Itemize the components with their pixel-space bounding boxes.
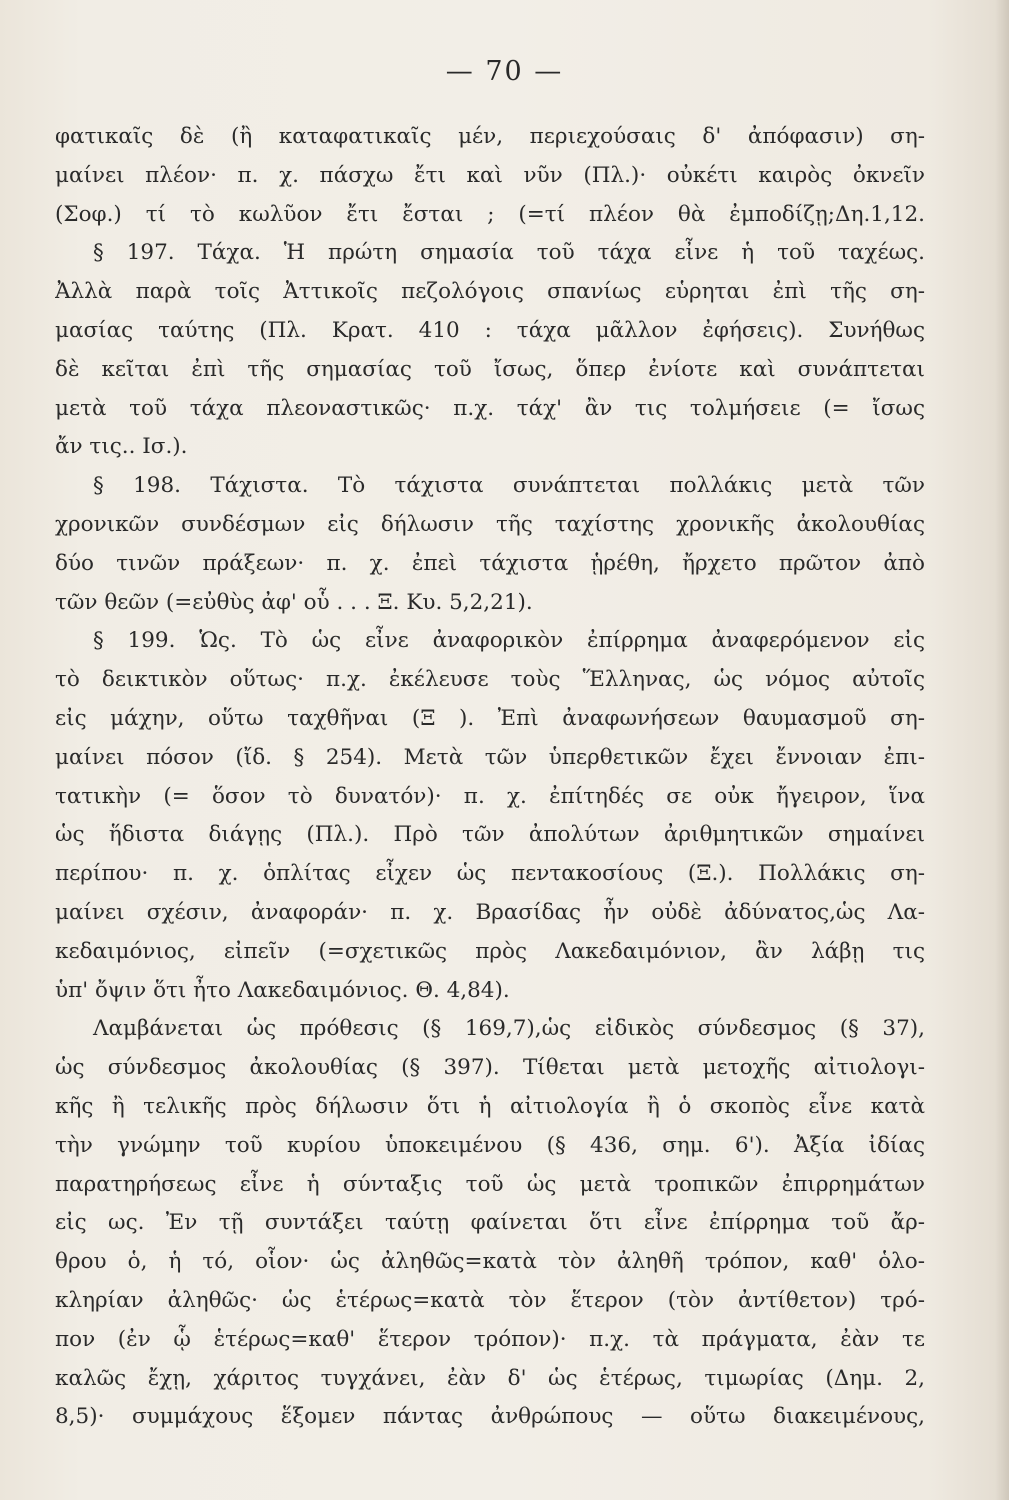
text-line: θρου ὁ, ἡ τό, οἷον· ὡς ἀληθῶς=κατὰ τὸν ἀληθῆ τρόπον, καθ' ὁλο- xyxy=(55,1249,925,1275)
text-line: δὲ κεῖται ἐπὶ τῆς σημασίας τοῦ ἴσως, ὅπερ ἐνίοτε καὶ συνάπτεται xyxy=(55,356,925,382)
text-line: ὡς σύνδεσμος ἀκολουθίας (§ 397). Τίθεται μετὰ μετοχῆς αἰτιολογι- xyxy=(55,1055,925,1081)
text-line: (Σοφ.) τί τὸ κωλῦον ἔτι ἔσται ; (=τί πλέον θὰ ἐμποδίζῃ;Δη.1,12. xyxy=(55,201,925,227)
text-line: κληρίαν ἀληθῶς· ὡς ἑτέρως=κατὰ τὸν ἕτερον (τὸν ἀντίθετον) τρό- xyxy=(55,1287,925,1313)
text-line: μαίνει πόσον (ἴδ. § 254). Μετὰ τῶν ὑπερθετικῶν ἔχει ἔννοιαν ἐπι- xyxy=(55,744,925,770)
text-line: εἰς μάχην, οὕτω ταχθῆναι (Ξ ). Ἐπὶ ἀναφωνήσεων θαυμασμοῦ ση- xyxy=(55,705,925,731)
text-line: μαίνει σχέσιν, ἀναφοράν· π. χ. Βρασίδας ἦν οὐδὲ ἀδύνατος,ὡς Λα- xyxy=(55,899,925,925)
text-line: τατικὴν (= ὅσον τὸ δυνατόν)· π. χ. ἐπίτηδές σε οὐκ ἤγειρον, ἵνα xyxy=(55,783,925,809)
paragraph-start-line: Λαμβάνεται ὡς πρόθεσις (§ 169,7),ὡς εἰδικὸς σύνδεσμος (§ 37), xyxy=(93,1016,925,1042)
text-line: ἄν τις.. Ισ.). xyxy=(55,434,188,460)
text-line: Ἀλλὰ παρὰ τοῖς Ἀττικοῖς πεζολόγοις σπανίως εὑρηται ἐπὶ τῆς ση- xyxy=(55,279,925,305)
text-line: τὸ δεικτικὸν οὕτως· π.χ. ἐκέλευσε τοὺς Ἕλληνας, ὡς νόμος αὐτοῖς xyxy=(55,667,925,693)
text-line: τῶν θεῶν (=εὐθὺς ἀφ' οὗ . . . Ξ. Κυ. 5,2,21). xyxy=(55,589,533,615)
section-heading-line: § 197. Τάχα. Ἡ πρώτη σημασία τοῦ τάχα εἶνε ἡ τοῦ ταχέως. xyxy=(93,240,925,266)
text-line: χρονικῶν συνδέσμων εἰς δήλωσιν τῆς ταχίστης χρονικῆς ἀκολουθίας xyxy=(55,511,925,537)
text-line: μετὰ τοῦ τάχα πλεοναστικῶς· π.χ. τάχ' ἂν τις τολμήσειε (= ἴσως xyxy=(55,395,925,421)
text-line: δύο τινῶν πράξεων· π. χ. ἐπεὶ τάχιστα ᾑρέθη, ἤρχετο πρῶτον ἀπὸ xyxy=(55,550,925,576)
text-line: εἰς ως. Ἐν τῇ συντάξει ταύτῃ φαίνεται ὅτι εἶνε ἐπίρρημα τοῦ ἄρ- xyxy=(55,1210,925,1236)
text-line: καλῶς ἔχῃ, χάριτος τυγχάνει, ἐὰν δ' ὡς ἑτέρως, τιμωρίας (Δημ. 2, xyxy=(55,1365,925,1391)
text-line: παρατηρήσεως εἶνε ἡ σύνταξις τοῦ ὡς μετὰ τροπικῶν ἐπιρρημάτων xyxy=(55,1171,925,1197)
text-line: ὑπ' ὄψιν ὅτι ἦτο Λακεδαιμόνιος. Θ. 4,84). xyxy=(55,977,510,1003)
text-line: 8,5)· συμμάχους ἕξομεν πάντας ἀνθρώπους — οὕτω διακειμένους, xyxy=(55,1404,925,1430)
text-line: μασίας ταύτης (Πλ. Κρατ. 410 : τάχα μᾶλλον ἐφήσεις). Συνήθως xyxy=(55,317,925,343)
text-line: φατικαῖς δὲ (ἢ καταφατικαῖς μέν, περιεχούσαις δ' ἀπόφασιν) ση- xyxy=(55,124,925,149)
text-line: κῆς ἢ τελικῆς πρὸς δήλωσιν ὅτι ἡ αἰτιολογία ἢ ὁ σκοπὸς εἶνε κατὰ xyxy=(55,1093,925,1119)
text-line: περίπου· π. χ. ὁπλίτας εἶχεν ὡς πεντακοσίους (Ξ.). Πολλάκις ση- xyxy=(55,861,925,887)
text-line: μαίνει πλέον· π. χ. πάσχω ἔτι καὶ νῦν (Πλ.)· οὐκέτι καιρὸς ὀκνεῖν xyxy=(55,162,925,188)
text-body xyxy=(55,118,925,1437)
section-heading-line: § 198. Τάχιστα. Τὸ τάχιστα συνάπτεται πολλάκις μετὰ τῶν xyxy=(93,473,925,499)
text-line: τὴν γνώμην τοῦ κυρίου ὑποκειμένου (§ 436, σημ. 6'). Ἀξία ἰδίας xyxy=(55,1132,925,1158)
page-edge-shadow xyxy=(995,0,1009,1500)
text-line: ὡς ἥδιστα διάγῃς (Πλ.). Πρὸ τῶν ἀπολύτων ἀριθμητικῶν σημαίνει xyxy=(55,822,925,848)
text-line: κεδαιμόνιος, εἰπεῖν (=σχετικῶς πρὸς Λακεδαιμόνιον, ἂν λάβῃ τις xyxy=(55,938,925,964)
text-line: πον (ἐν ᾧ ἑτέρως=καθ' ἕτερον τρόπον)· π.χ. τὰ πράγματα, ἐὰν τε xyxy=(55,1326,925,1352)
section-heading-line: § 199. Ὡς. Τὸ ὡς εἶνε ἀναφορικὸν ἐπίρρημα ἀναφερόμενον εἰς xyxy=(93,628,925,654)
page-number: — 70 — xyxy=(445,56,564,87)
